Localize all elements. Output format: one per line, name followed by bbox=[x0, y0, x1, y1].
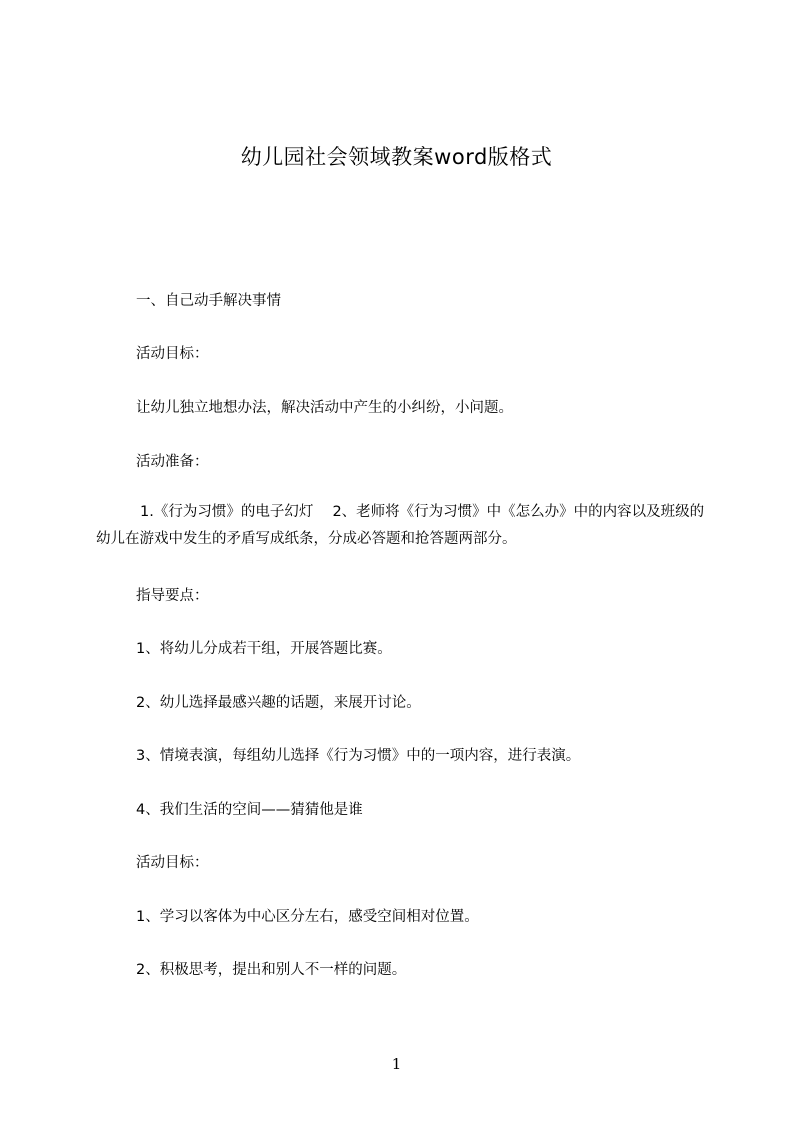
document-title: 幼儿园社会领域教案word版格式 bbox=[240, 145, 553, 169]
section-heading-4: 4、我们生活的空间——猜猜他是谁 bbox=[136, 802, 363, 818]
guidance-points-label: 指导要点： bbox=[136, 588, 209, 604]
activity-prep-text: 1.《行为习惯》的电子幻灯 2、老师将《行为习惯》中《怎么办》中的内容以及班级的幼儿在游戏中发生的矛盾写成纸条，分成必答题和抢答题两部分。 bbox=[96, 504, 705, 547]
page-number: 1 bbox=[391, 1055, 402, 1073]
guidance-point-3: 3、情境表演，每组幼儿选择《行为习惯》中的一项内容，进行表演。 bbox=[136, 748, 581, 764]
activity-goal-label: 活动目标： bbox=[136, 346, 209, 362]
guidance-point-1: 1、将幼儿分成若干组，开展答题比赛。 bbox=[136, 641, 392, 657]
activity-goal-item-2: 2、积极思考，提出和别人不一样的问题。 bbox=[136, 962, 407, 978]
guidance-point-2: 2、幼儿选择最感兴趣的话题，来展开讨论。 bbox=[136, 695, 421, 711]
activity-goal-item-1: 1、学习以客体为中心区分左右，感受空间相对位置。 bbox=[136, 909, 479, 925]
activity-prep-label: 活动准备： bbox=[136, 454, 209, 470]
activity-goal-label-2: 活动目标： bbox=[136, 855, 209, 871]
activity-goal-text: 让幼儿独立地想办法，解决活动中产生的小纠纷，小问题。 bbox=[136, 400, 513, 416]
section-heading-1: 一、自己动手解决事情 bbox=[136, 293, 281, 309]
